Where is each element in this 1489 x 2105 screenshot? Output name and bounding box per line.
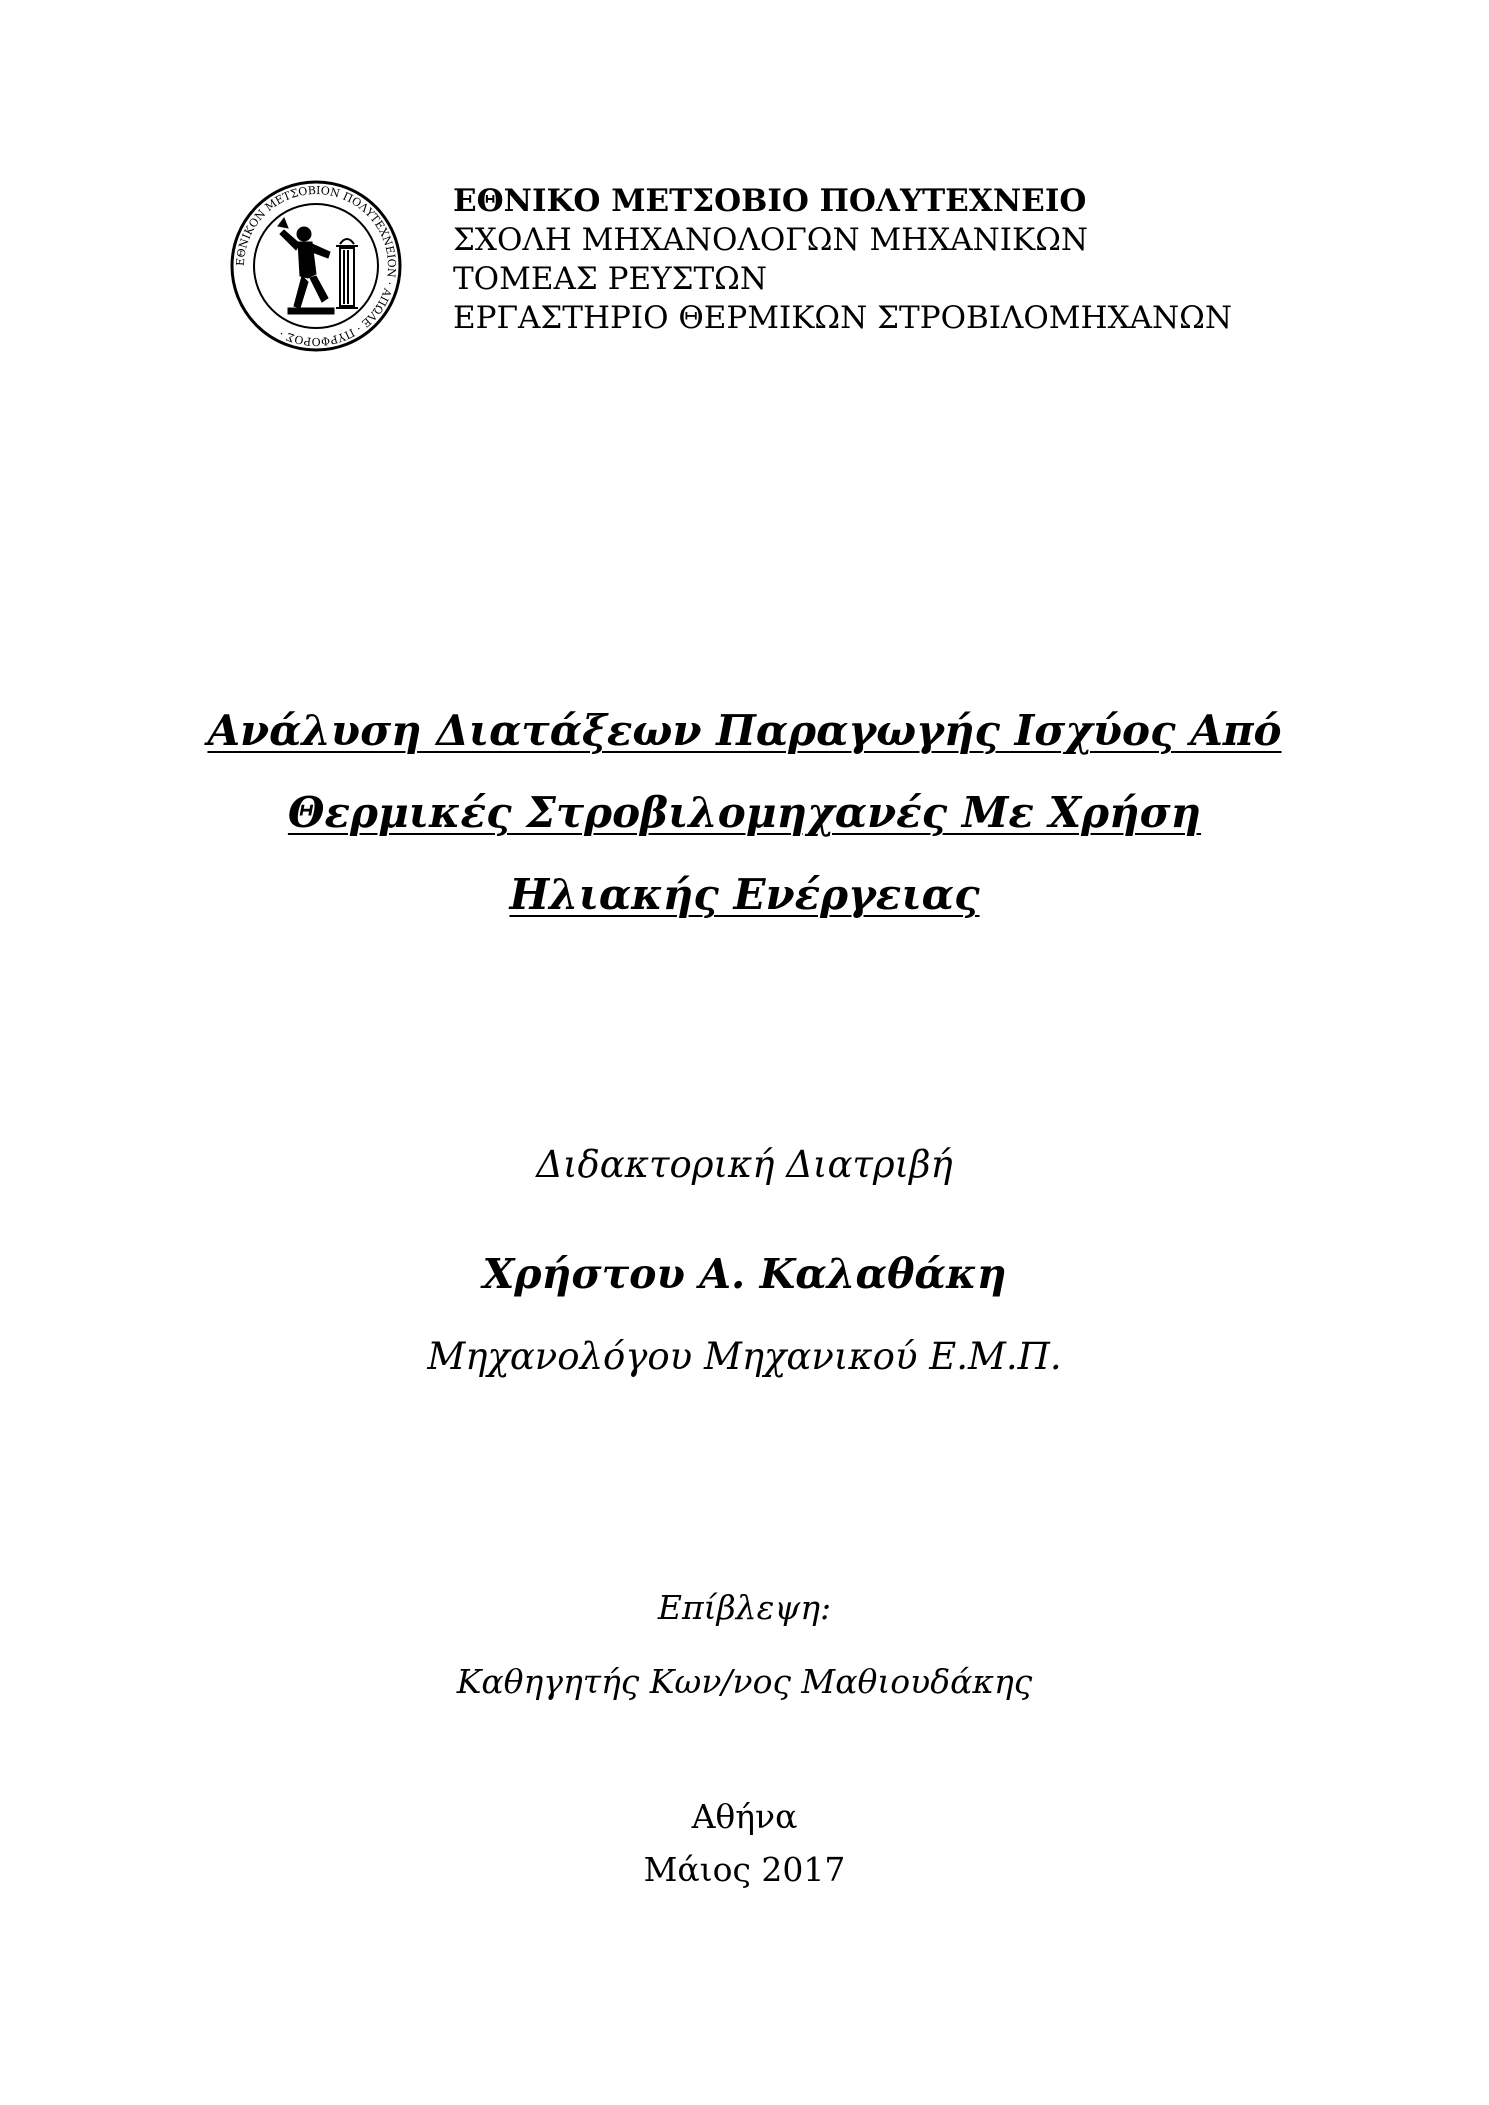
thesis-title-line-1: Ανάλυση Διατάξεων Παραγωγής Ισχύος Από xyxy=(207,706,1282,755)
university-name: ΕΘΝΙΚΟ ΜΕΤΣΟΒΙΟ ΠΟΛΥΤΕΧΝΕΙΟ xyxy=(453,183,1087,219)
thesis-title xyxy=(0,690,1489,936)
date: Μάιος 2017 xyxy=(643,1850,846,1889)
author-name: Χρήστου Α. Καλαθάκη xyxy=(482,1250,1007,1298)
department-name: ΤΟΜΕΑΣ ΡΕΥΣΤΩΝ xyxy=(453,261,767,297)
supervisor-name: Καθηγητής Κων/νος Μαθιουδάκης xyxy=(456,1662,1033,1701)
place: Αθήνα xyxy=(691,1797,798,1836)
school-name: ΣΧΟΛΗ ΜΗΧΑΝΟΛΟΓΩΝ ΜΗΧΑΝΙΚΩΝ xyxy=(453,222,1089,258)
institution-header xyxy=(453,182,1353,338)
thesis-title-line-3: Ηλιακής Ενέργειας xyxy=(509,870,980,919)
supervision-label: Επίβλεψη: xyxy=(657,1588,832,1627)
author-title: Μηχανολόγου Μηχανικού Ε.Μ.Π. xyxy=(427,1335,1062,1378)
document-type: Διδακτορική Διατριβή xyxy=(536,1143,953,1186)
thesis-title-line-2: Θερμικές Στροβιλομηχανές Με Χρήση xyxy=(287,788,1202,837)
svg-text:ΕΘΝΙΚΟΝ ΜΕΤΣΟΒΙΟΝ ΠΟΛΥΤΕΧΝΕΙΟΝ: ΕΘΝΙΚΟΝ ΜΕΤΣΟΒΙΟΝ ΠΟΛΥΤΕΧΝΕΙΟΝ · ΑΠΩΛΕ · ΠΥΡΦΟΡΟΣ · xyxy=(233,183,399,349)
university-seal-icon xyxy=(228,178,404,354)
laboratory-name: ΕΡΓΑΣΤΗΡΙΟ ΘΕΡΜΙΚΩΝ ΣΤΡΟΒΙΛΟΜΗΧΑΝΩΝ xyxy=(453,300,1232,336)
